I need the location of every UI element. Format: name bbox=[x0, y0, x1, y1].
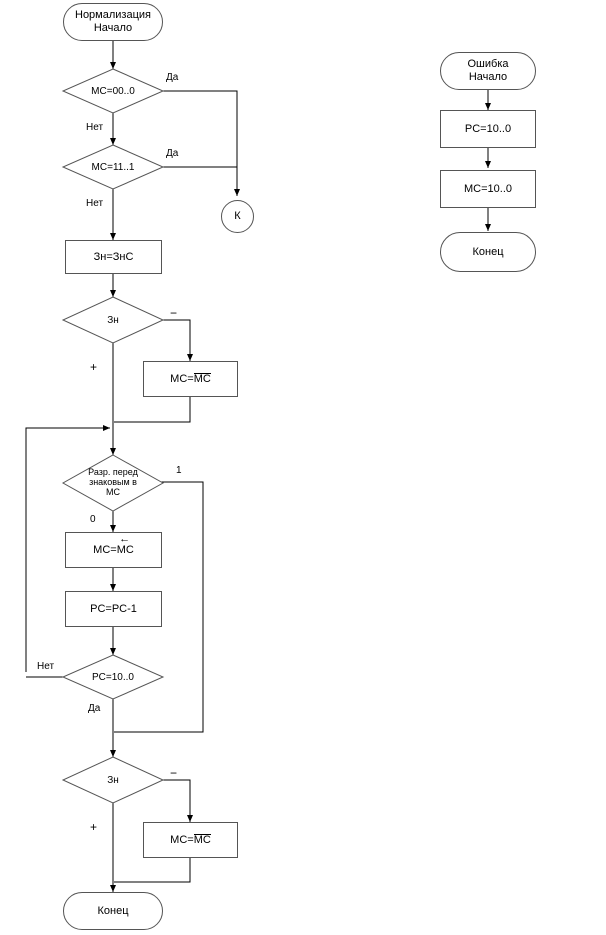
terminator-normalization-end bbox=[63, 892, 163, 930]
terminator-error-start bbox=[440, 52, 536, 90]
label-d4-zero: 0 bbox=[90, 514, 96, 525]
decision-mc-equals-ones bbox=[63, 145, 163, 189]
process-mc-shift bbox=[65, 532, 162, 568]
label-d1-yes: Да bbox=[166, 72, 179, 83]
decision-digit-before-sign bbox=[63, 455, 163, 511]
error-start-line1: Ошибка bbox=[467, 58, 509, 71]
decision-zn-sign-2-label: Зн bbox=[107, 774, 119, 786]
decision-pc-equals bbox=[63, 655, 163, 699]
decision-digit-line1: Разр. перед bbox=[88, 467, 138, 478]
terminator-normalization-start bbox=[63, 3, 163, 41]
process-mc-shift-text bbox=[93, 532, 134, 557]
normalization-start-line1: Нормализация bbox=[75, 9, 151, 22]
process-mc-invert-1-overline: MC bbox=[193, 372, 211, 385]
process-error-pc-assign-label: PC=10..0 bbox=[464, 122, 512, 135]
process-mc-invert-1-prefix: MC= bbox=[170, 372, 194, 385]
label-d5-yes: Да bbox=[88, 703, 101, 714]
label-d5-no: Нет bbox=[37, 661, 55, 672]
process-zn-assign bbox=[65, 240, 162, 274]
label-d1-no: Нет bbox=[86, 122, 104, 133]
normalization-start-line2: Начало bbox=[93, 22, 133, 34]
shift-arrow-icon: ← bbox=[119, 532, 131, 545]
decision-mc-zeros-label: MC=00..0 bbox=[91, 85, 135, 97]
process-zn-assign-label: Зн=ЗнС bbox=[93, 250, 134, 263]
process-mc-shift-prefix: MC= bbox=[93, 543, 117, 556]
process-error-pc-assign bbox=[440, 110, 536, 148]
decision-mc-equals-zeros bbox=[63, 69, 163, 113]
process-mc-invert-2-text bbox=[170, 834, 211, 847]
label-d2-yes: Да bbox=[166, 148, 179, 159]
connector-k bbox=[221, 200, 254, 233]
process-pc-decrement-label: PC=PC-1 bbox=[90, 602, 137, 615]
process-mc-invert-1 bbox=[143, 361, 238, 397]
decision-zn-sign-1 bbox=[63, 297, 163, 343]
decision-digit-line2: знаковым в bbox=[89, 477, 137, 488]
error-end-label: Конец bbox=[472, 245, 504, 258]
label-d2-no: Нет bbox=[86, 198, 104, 209]
decision-digit-line3: MC bbox=[106, 486, 120, 497]
process-mc-invert-1-text bbox=[170, 373, 211, 386]
process-mc-invert-2 bbox=[143, 822, 238, 858]
process-error-mc-assign bbox=[440, 170, 536, 208]
process-mc-shift-operand: MC bbox=[116, 543, 134, 556]
process-mc-invert-2-overline: MC bbox=[193, 833, 211, 846]
terminator-error-end bbox=[440, 232, 536, 272]
decision-mc-ones-label: MC=11..1 bbox=[91, 161, 135, 173]
normalization-end-label: Конец bbox=[97, 904, 129, 917]
process-mc-invert-2-prefix: MC= bbox=[170, 833, 194, 846]
process-error-mc-assign-label: MC=10..0 bbox=[464, 182, 512, 195]
label-d6-minus: − bbox=[170, 766, 178, 780]
decision-zn-sign-2 bbox=[63, 757, 163, 803]
connector-k-label: К bbox=[234, 210, 241, 223]
label-d6-plus: + bbox=[90, 820, 98, 834]
label-d3-minus: − bbox=[170, 306, 178, 320]
label-d3-plus: + bbox=[90, 360, 98, 374]
label-d4-one: 1 bbox=[176, 465, 182, 476]
error-start-line2: Начало bbox=[468, 71, 508, 83]
decision-zn-sign-1-label: Зн bbox=[107, 314, 119, 326]
decision-pc-equals-label: PC=10..0 bbox=[92, 671, 134, 683]
process-pc-decrement bbox=[65, 591, 162, 627]
